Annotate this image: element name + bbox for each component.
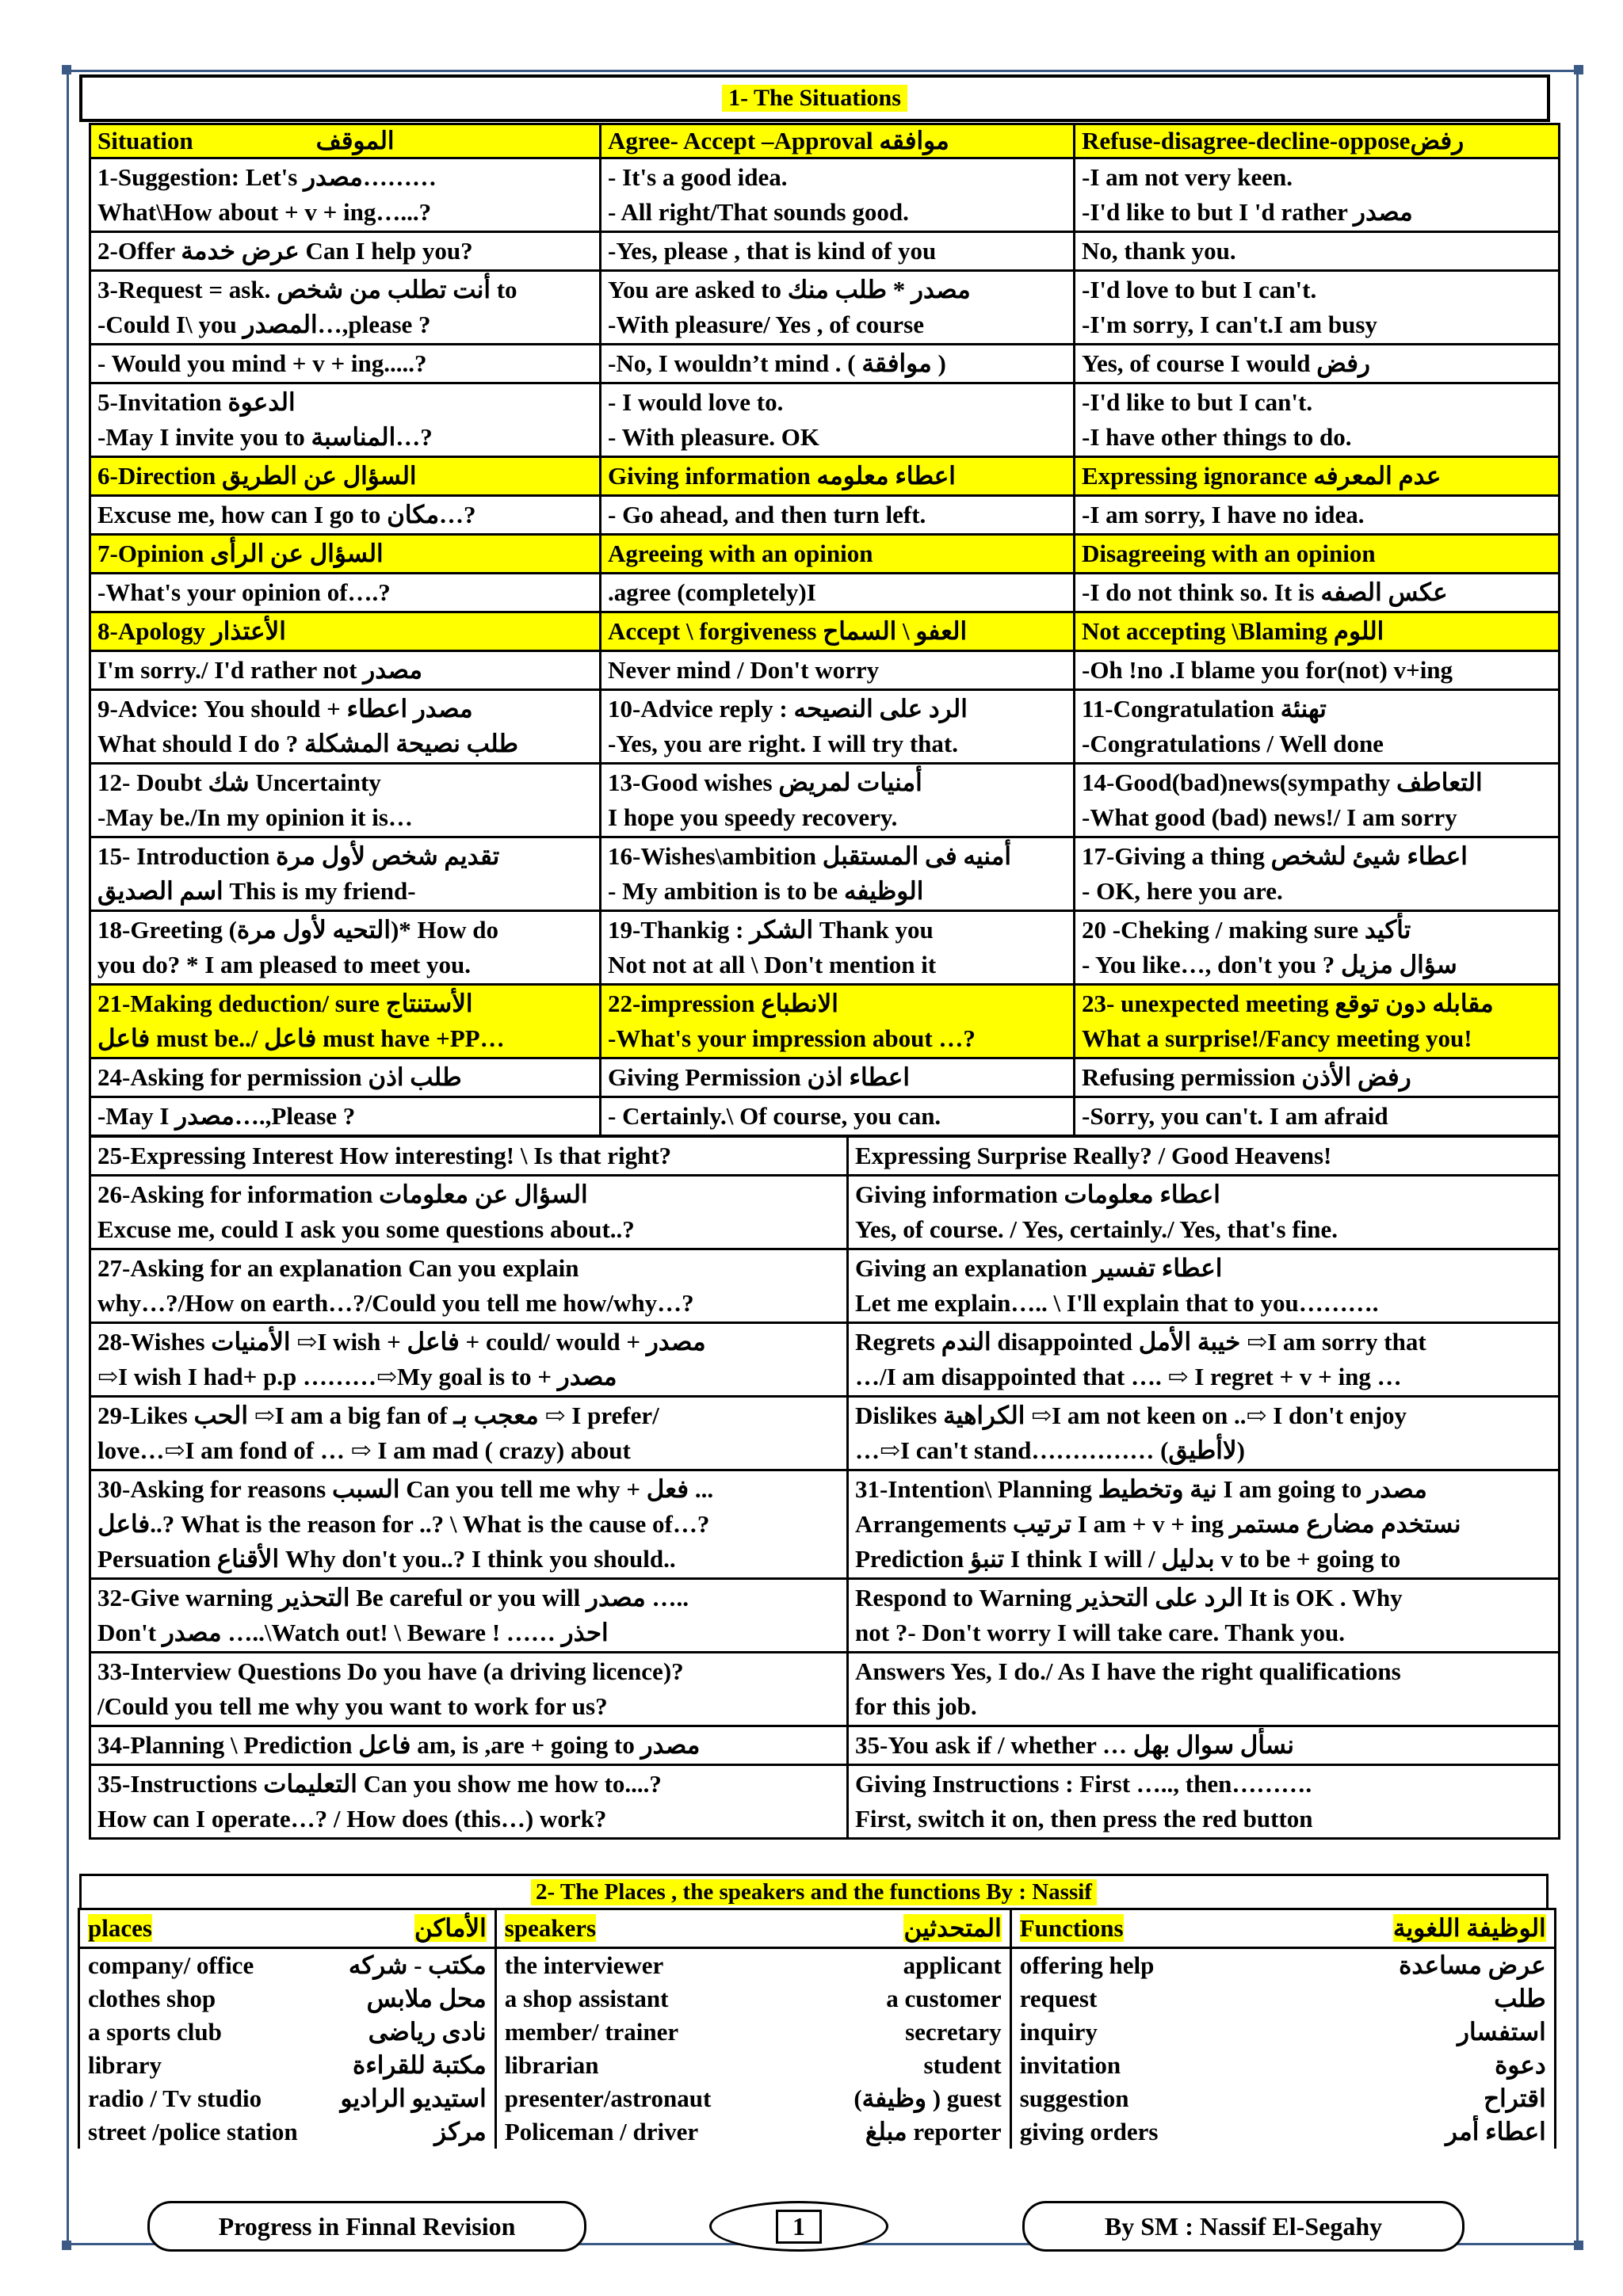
cell-line: 31-Intention\ Planning نية وتخطيط I am going to مصدر: [855, 1475, 1427, 1503]
places-cell: the interviewer: [495, 1948, 781, 1983]
header-situation: Situation الموقف: [90, 124, 601, 158]
situation-cell: [90, 612, 601, 651]
cell-line: 5-Invitation الدعوة: [97, 388, 296, 416]
function-cell: [90, 1579, 848, 1653]
header-agree: Agree- Accept –Approval موافقه: [601, 124, 1075, 158]
situations-header-row: [90, 124, 1560, 158]
situation-cell: [1075, 612, 1560, 651]
cell-line: Refusing permission رفض الأذن: [1082, 1063, 1411, 1091]
cell-line: اسم الصديق This is my friend-: [97, 877, 416, 905]
places-header-text: Functions: [1019, 1914, 1124, 1942]
places-cell: دعوة: [1316, 2049, 1555, 2082]
situation-cell: [90, 1058, 601, 1097]
cell-line: 32-Give warning التحذير Be careful or you will مصدر …..: [97, 1584, 689, 1611]
function-cell: [90, 1249, 848, 1323]
places-cell: student: [781, 2049, 1010, 2082]
places-body: [79, 1909, 1556, 2149]
places-cell: librarian: [495, 2049, 781, 2082]
places-cell: a customer: [781, 1982, 1010, 2016]
cell-line: - It's a good idea.: [608, 163, 788, 191]
cell-line: Dislikes الكراهية ⇨I am not keen on ..⇨ I don't enjoy: [855, 1402, 1407, 1429]
situation-cell: [1075, 911, 1560, 985]
cell-line: /Could you tell me why you want to work for us?: [97, 1692, 608, 1720]
cell-line: 22-impression الانطباع: [608, 990, 838, 1017]
places-row: [79, 1982, 1556, 2016]
cell-line: -May I invite you to المناسبة…?: [97, 423, 433, 451]
cell-line: for this job.: [855, 1692, 977, 1720]
places-cell: مكتبة للقراءة: [333, 2049, 496, 2082]
situation-cell: [90, 651, 601, 690]
cell-line: What should I do ? طلب نصيحة المشكلة: [97, 730, 519, 757]
function-cell: [848, 1579, 1560, 1653]
places-cell: company/ office: [79, 1948, 333, 1983]
cell-line: - With pleasure. OK: [608, 423, 819, 451]
cell-line: What a surprise!/Fancy meeting you!: [1082, 1024, 1472, 1052]
places-header-cell: [1010, 1909, 1316, 1948]
cell-line: -I am sorry, I have no idea.: [1082, 501, 1365, 528]
places-cell: استيديو الراديو: [333, 2082, 496, 2115]
cell-line: Giving Instructions : First ….., then……….: [855, 1770, 1312, 1798]
cell-line: 13-Good wishes أمنيات لمريض: [608, 769, 922, 796]
situation-row: [90, 612, 1560, 651]
cell-line: 14-Good(bad)news(sympathy التعاطف: [1082, 769, 1483, 796]
cell-line: -Sorry, you can't. I am afraid: [1082, 1102, 1388, 1130]
places-cell: اعطاء أمر: [1316, 2115, 1555, 2149]
places-cell: offering help: [1010, 1948, 1316, 1983]
situation-row: [90, 985, 1560, 1058]
cell-line: You are asked to مصدر * طلب منك: [608, 276, 971, 303]
function-cell: [848, 1765, 1560, 1839]
cell-line: -Congratulations / Well done: [1082, 730, 1384, 757]
situation-cell: [601, 911, 1075, 985]
function-cell: [848, 1653, 1560, 1726]
situation-cell: [1075, 837, 1560, 911]
function-row: [90, 1249, 1560, 1323]
places-cell: request: [1010, 1982, 1316, 2016]
cell-line: -I'd love to but I can't.: [1082, 276, 1317, 303]
situation-cell: [601, 232, 1075, 271]
cell-line: -No, I wouldn’t mind . ( موافقة ): [608, 349, 946, 377]
situation-cell: [601, 158, 1075, 232]
cell-line: Persuation الأقناع Why don't you..? I think you should..: [97, 1545, 676, 1573]
section-title-text: 1- The Situations: [722, 85, 907, 112]
cell-line: No, thank you.: [1082, 237, 1236, 265]
cell-line: I'm sorry./ I'd rather not مصدر: [97, 656, 422, 684]
places-row: [79, 2082, 1556, 2115]
situation-cell: [601, 574, 1075, 612]
cell-line: 8-Apology الأعتذار: [97, 617, 286, 645]
cell-line: Accept \ forgiveness العفو \ السماح: [608, 617, 968, 645]
cell-line: -I'd like to but I 'd rather مصدر: [1082, 198, 1413, 226]
cell-line: -What's your opinion of….?: [97, 578, 391, 606]
cell-line: First, switch it on, then press the red button: [855, 1805, 1313, 1833]
situation-cell: [1075, 764, 1560, 837]
places-cell: guest ( وظيفة): [781, 2082, 1010, 2115]
cell-line: 26-Asking for information السؤال عن معلومات: [97, 1180, 588, 1208]
cell-line: -I am not very keen.: [1082, 163, 1293, 191]
cell-line: Excuse me, could I ask you some questions about..?: [97, 1215, 635, 1243]
situation-cell: [90, 690, 601, 764]
function-cell: [90, 1726, 848, 1765]
cell-line: 2-Offer عرض خدمة Can I help you?: [97, 237, 473, 265]
cell-line: 19-Thankig : الشكر Thank you: [608, 916, 934, 944]
cell-line: 29-Likes الحب ⇨I am a big fan of معجب بـ ⇨ I prefer/: [97, 1402, 659, 1429]
cell-line: why…?/How on earth…?/Could you tell me how/why…?: [97, 1289, 694, 1317]
cell-line: not ?- Don't worry I will take care. Thank you.: [855, 1619, 1346, 1646]
cell-line: Not not at all \ Don't mention it: [608, 951, 937, 978]
places-header-cell: [781, 1909, 1010, 1948]
places-header-text: الأماكن: [414, 1914, 487, 1942]
situation-cell: [90, 383, 601, 457]
cell-line: 30-Asking for reasons السبب Can you tell me why + فعل ...: [97, 1475, 714, 1503]
situation-row: [90, 1058, 1560, 1097]
situation-cell: [1075, 345, 1560, 383]
cell-line: 27-Asking for an explanation Can you explain: [97, 1254, 579, 1282]
situation-cell: [1075, 1058, 1560, 1097]
cell-line: 3-Request = ask. أنت تطلب من شخص to: [97, 276, 517, 303]
situation-cell: [1075, 1097, 1560, 1136]
cell-line: 33-Interview Questions Do you have (a driving licence)?: [97, 1657, 684, 1685]
situation-cell: [601, 690, 1075, 764]
situation-row: [90, 837, 1560, 911]
cell-line: 28-Wishes الأمنيات ⇨I wish + فاعل + could/ would + مصدر: [97, 1328, 706, 1356]
cell-line: -May I مصدر….,Please ?: [97, 1102, 356, 1130]
function-cell: [848, 1249, 1560, 1323]
cell-line: -With pleasure/ Yes , of course: [608, 311, 924, 338]
situation-row: [90, 496, 1560, 535]
situation-row: [90, 690, 1560, 764]
cell-line: Giving information اعطاء معلومات: [855, 1180, 1220, 1208]
places-cell: عرض مساعدة: [1316, 1948, 1555, 1983]
situation-cell: [1075, 383, 1560, 457]
situation-cell: [1075, 496, 1560, 535]
situation-cell: [601, 457, 1075, 496]
places-cell: applicant: [781, 1948, 1010, 1983]
situation-row: [90, 535, 1560, 574]
cell-line: 17-Giving a thing اعطاء شيئ لشخص: [1082, 842, 1468, 870]
cell-line: I hope you speedy recovery.: [608, 803, 898, 831]
places-cell: secretary: [781, 2016, 1010, 2049]
situation-row: [90, 651, 1560, 690]
cell-line: Never mind / Don't worry: [608, 656, 880, 684]
function-cell: [90, 1765, 848, 1839]
cell-line: - Go ahead, and then turn left.: [608, 501, 926, 528]
cell-line: - Would you mind + v + ing.....?: [97, 349, 427, 377]
places-cell: clothes shop: [79, 1982, 333, 2016]
places-header-cell: [79, 1909, 333, 1948]
cell-line: - Certainly.\ Of course, you can.: [608, 1102, 941, 1130]
function-row: [90, 1579, 1560, 1653]
situation-cell: [1075, 158, 1560, 232]
places-row: [79, 2049, 1556, 2082]
footer-left: [147, 2201, 586, 2252]
cell-line: -I do not think so. It is عكس الصفه: [1082, 578, 1448, 606]
cell-line: Respond to Warning الرد على التحذير It is OK . Why: [855, 1584, 1403, 1611]
places-cell: مركز: [333, 2115, 496, 2149]
situation-cell: [1075, 232, 1560, 271]
cell-line: Answers Yes, I do./ As I have the right qualifications: [855, 1657, 1401, 1685]
situation-cell: [1075, 271, 1560, 345]
cell-line: - My ambition is to be الوظيفه: [608, 877, 924, 905]
situation-cell: [90, 345, 601, 383]
places-header-text: الوظيفة اللغوية: [1392, 1914, 1546, 1942]
situation-row: [90, 911, 1560, 985]
cell-line: 35-Instructions التعليمات Can you show me how to....?: [97, 1770, 662, 1798]
page-number-badge: [709, 2201, 888, 2252]
cell-line: .agree (completely)I: [608, 578, 816, 606]
situation-cell: [1075, 651, 1560, 690]
cell-line: - I would love to.: [608, 388, 784, 416]
situation-cell: [601, 345, 1075, 383]
cell-line: Yes, of course I would رفض: [1082, 349, 1371, 377]
situations-table: [89, 123, 1560, 1137]
footer-right-text: By SM : Nassif El-Segahy: [1104, 2211, 1383, 2241]
situation-cell: [601, 651, 1075, 690]
cell-line: Disagreeing with an opinion: [1082, 540, 1376, 567]
function-cell: [90, 1397, 848, 1470]
situation-cell: [90, 1097, 601, 1136]
cell-line: love…⇨I am fond of … ⇨ I am mad ( crazy) about: [97, 1436, 631, 1464]
cell-line: 1-Suggestion: Let's مصدر………: [97, 163, 437, 191]
cell-line: 9-Advice: You should + مصدر اعطاء: [97, 695, 473, 723]
places-header-text: speakers: [504, 1914, 597, 1942]
cell-line: 23- unexpected meeting مقابله دون توقع: [1082, 990, 1494, 1017]
cell-line: Giving information اعطاء معلومه: [608, 462, 956, 490]
places-header-text: المتحدثين: [903, 1914, 1002, 1942]
situation-row: [90, 345, 1560, 383]
places-cell: Policeman / driver: [495, 2115, 781, 2149]
function-cell: [848, 1470, 1560, 1579]
cell-line: - You like…, don't you ? سؤال مزيل: [1082, 951, 1457, 978]
corner-bl: [62, 2241, 71, 2250]
places-cell: radio / Tv studio: [79, 2082, 333, 2115]
cell-line: Yes, of course. / Yes, certainly./ Yes, that's fine.: [855, 1215, 1338, 1243]
function-row: [90, 1653, 1560, 1726]
cell-line: -I have other things to do.: [1082, 423, 1352, 451]
situation-row: [90, 764, 1560, 837]
situation-cell: [90, 271, 601, 345]
cell-line: 18-Greeting (التحيه لأول مرة)* How do: [97, 916, 499, 944]
cell-line: …/I am disappointed that …. ⇨ I regret + v + ing …: [855, 1363, 1402, 1390]
situation-cell: [90, 574, 601, 612]
function-row: [90, 1323, 1560, 1397]
cell-line: Let me explain….. \ I'll explain that to you……….: [855, 1289, 1379, 1317]
places-cell: invitation: [1010, 2049, 1316, 2082]
function-row: [90, 1137, 1560, 1176]
cell-line: 25-Expressing Interest How interesting! \ Is that right?: [97, 1142, 672, 1169]
cell-line: Arrangements ترتيب I am + v + ing نستخدم مضارع مستمر: [855, 1510, 1461, 1538]
situation-cell: [601, 496, 1075, 535]
cell-line: Giving an explanation اعطاء تفسير: [855, 1254, 1223, 1282]
cell-line: …⇨I can't stand…………… (لاأطيق): [855, 1436, 1245, 1464]
places-cell: street /police station: [79, 2115, 333, 2149]
cell-line: -I'm sorry, I can't.I am busy: [1082, 311, 1377, 338]
situation-cell: [1075, 690, 1560, 764]
situation-row: [90, 271, 1560, 345]
cell-line: Not accepting \Blaming اللوم: [1082, 617, 1384, 645]
places-header-cell: [333, 1909, 496, 1948]
places-cell: member/ trainer: [495, 2016, 781, 2049]
places-cell: محل ملابس: [333, 1982, 496, 2016]
situation-row: [90, 574, 1560, 612]
situation-row: [90, 1097, 1560, 1136]
situation-cell: [601, 1097, 1075, 1136]
function-cell: [848, 1397, 1560, 1470]
page-number: 1: [776, 2210, 822, 2244]
places-cell: library: [79, 2049, 333, 2082]
cell-line: 34-Planning \ Prediction فاعل am, is ,are + going to مصدر: [97, 1731, 701, 1759]
places-cell: giving orders: [1010, 2115, 1316, 2149]
function-cell: [90, 1323, 848, 1397]
places-cell: inquiry: [1010, 2016, 1316, 2049]
places-cell: a sports club: [79, 2016, 333, 2049]
section2-title-text: 2- The Places , the speakers and the functions By : Nassif: [531, 1879, 1097, 1905]
situation-row: [90, 457, 1560, 496]
situation-cell: [90, 985, 601, 1058]
situation-row: [90, 232, 1560, 271]
cell-line: 12- Doubt شك Uncertainty: [97, 769, 381, 796]
situation-cell: [90, 911, 601, 985]
cell-line: 21-Making deduction/ sure الأستنتاج: [97, 990, 473, 1017]
cell-line: 7-Opinion السؤال عن الرأى: [97, 540, 384, 567]
footer-left-text: Progress in Finnal Revision: [218, 2211, 516, 2241]
places-row: [79, 2115, 1556, 2149]
function-row: [90, 1176, 1560, 1249]
places-cell: مكتب - شركه: [333, 1948, 496, 1983]
cell-line: Prediction تنبؤ I think I will / بدليل v to be + going to: [855, 1545, 1401, 1573]
cell-line: 15- Introduction تقديم شخص لأول مرة: [97, 842, 500, 870]
places-cell: استفسار: [1316, 2016, 1555, 2049]
situation-cell: [1075, 574, 1560, 612]
cell-line: فاعل..? What is the reason for ..? \ What is the cause of…?: [97, 1510, 710, 1538]
header-refuse: Refuse-disagree-decline-opposeرفض: [1075, 124, 1560, 158]
situations-body: [90, 158, 1560, 1136]
places-header-text: places: [88, 1914, 152, 1942]
cell-line: -Yes, you are right. I will try that.: [608, 730, 958, 757]
cell-line: فاعل must be../ فاعل must have +PP…: [97, 1024, 505, 1052]
functions-body: [90, 1137, 1560, 1839]
cell-line: -I'd like to but I can't.: [1082, 388, 1313, 416]
function-row: [90, 1726, 1560, 1765]
function-row: [90, 1765, 1560, 1839]
situation-cell: [601, 1058, 1075, 1097]
cell-line: 16-Wishes\ambition أمنيه فى المستقبل: [608, 842, 1011, 870]
function-cell: [90, 1137, 848, 1176]
situation-cell: [601, 985, 1075, 1058]
cell-line: Excuse me, how can I go to مكان…?: [97, 501, 476, 528]
cell-line: 11-Congratulation تهنئة: [1082, 695, 1327, 723]
situation-cell: [1075, 457, 1560, 496]
places-row: [79, 1948, 1556, 1983]
corner-br: [1574, 2241, 1583, 2250]
places-table: [78, 1908, 1556, 2149]
cell-line: you do? * I am pleased to meet you.: [97, 951, 472, 978]
function-cell: [848, 1323, 1560, 1397]
situation-cell: [601, 837, 1075, 911]
situation-cell: [90, 837, 601, 911]
places-row: [79, 2016, 1556, 2049]
functions-table: [89, 1135, 1560, 1840]
cell-line: Agreeing with an opinion: [608, 540, 873, 567]
cell-line: - All right/That sounds good.: [608, 198, 909, 226]
situation-cell: [90, 158, 601, 232]
function-cell: [90, 1470, 848, 1579]
cell-line: -Oh !no .I blame you for(not) v+ing: [1082, 656, 1453, 684]
places-header-row: [79, 1909, 1556, 1948]
places-cell: reporter مبلغ: [781, 2115, 1010, 2149]
situation-cell: [601, 764, 1075, 837]
places-cell: طلب: [1316, 1982, 1555, 2016]
cell-line: Expressing ignorance عدم المعرفه: [1082, 462, 1442, 490]
cell-line: -Could I\ you المصدر…,please ?: [97, 311, 431, 338]
cell-line: Giving Permission اعطاء اذن: [608, 1063, 910, 1091]
situation-cell: [601, 612, 1075, 651]
situation-cell: [90, 535, 601, 574]
situation-cell: [601, 383, 1075, 457]
function-cell: [848, 1726, 1560, 1765]
function-cell: [848, 1176, 1560, 1249]
places-cell: اقتراح: [1316, 2082, 1555, 2115]
cell-line: -Yes, please , that is kind of you: [608, 237, 937, 265]
cell-line: What\How about + v + ing…...?: [97, 198, 432, 226]
situation-cell: [1075, 985, 1560, 1058]
function-cell: [90, 1653, 848, 1726]
function-row: [90, 1397, 1560, 1470]
cell-line: ⇨I wish I had+ p.p ………⇨My goal is to + مصدر: [97, 1363, 617, 1390]
cell-line: -May be./In my opinion it is…: [97, 803, 413, 831]
section-title-situations: [79, 74, 1550, 122]
places-cell: نادى رياضى: [333, 2016, 496, 2049]
cell-line: -What's your impression about …?: [608, 1024, 976, 1052]
cell-line: 24-Asking for permission طلب اذن: [97, 1063, 462, 1091]
cell-line: 35-You ask if / whether … نسأل سوال بهل: [855, 1731, 1295, 1759]
situation-cell: [90, 496, 601, 535]
footer-right: [1022, 2201, 1465, 2252]
places-cell: suggestion: [1010, 2082, 1316, 2115]
places-cell: a shop assistant: [495, 1982, 781, 2016]
function-cell: [90, 1176, 848, 1249]
situation-row: [90, 383, 1560, 457]
places-header-cell: [495, 1909, 781, 1948]
cell-line: 6-Direction السؤال عن الطريق: [97, 462, 417, 490]
situation-cell: [601, 271, 1075, 345]
places-header-cell: [1316, 1909, 1555, 1948]
function-row: [90, 1470, 1560, 1579]
cell-line: Expressing Surprise Really? / Good Heavens!: [855, 1142, 1332, 1169]
situation-cell: [90, 232, 601, 271]
cell-line: Regrets الندم disappointed خيبة الأمل ⇨I am sorry that: [855, 1328, 1426, 1356]
section-title-places: [79, 1874, 1549, 1910]
situation-cell: [90, 764, 601, 837]
cell-line: How can I operate…? / How does (this…) work?: [97, 1805, 607, 1833]
cell-line: Don't مصدر …..\Watch out! \ Beware ! …… احذر: [97, 1619, 609, 1646]
situation-cell: [90, 457, 601, 496]
cell-line: 20 -Cheking / making sure تأكيد: [1082, 916, 1411, 944]
cell-line: - OK, here you are.: [1082, 877, 1283, 905]
cell-line: -What good (bad) news!/ I am sorry: [1082, 803, 1457, 831]
places-cell: presenter/astronaut: [495, 2082, 781, 2115]
situation-row: [90, 158, 1560, 232]
cell-line: 10-Advice reply : الرد على النصيحه: [608, 695, 968, 723]
function-cell: [848, 1137, 1560, 1176]
situation-cell: [1075, 535, 1560, 574]
situation-cell: [601, 535, 1075, 574]
